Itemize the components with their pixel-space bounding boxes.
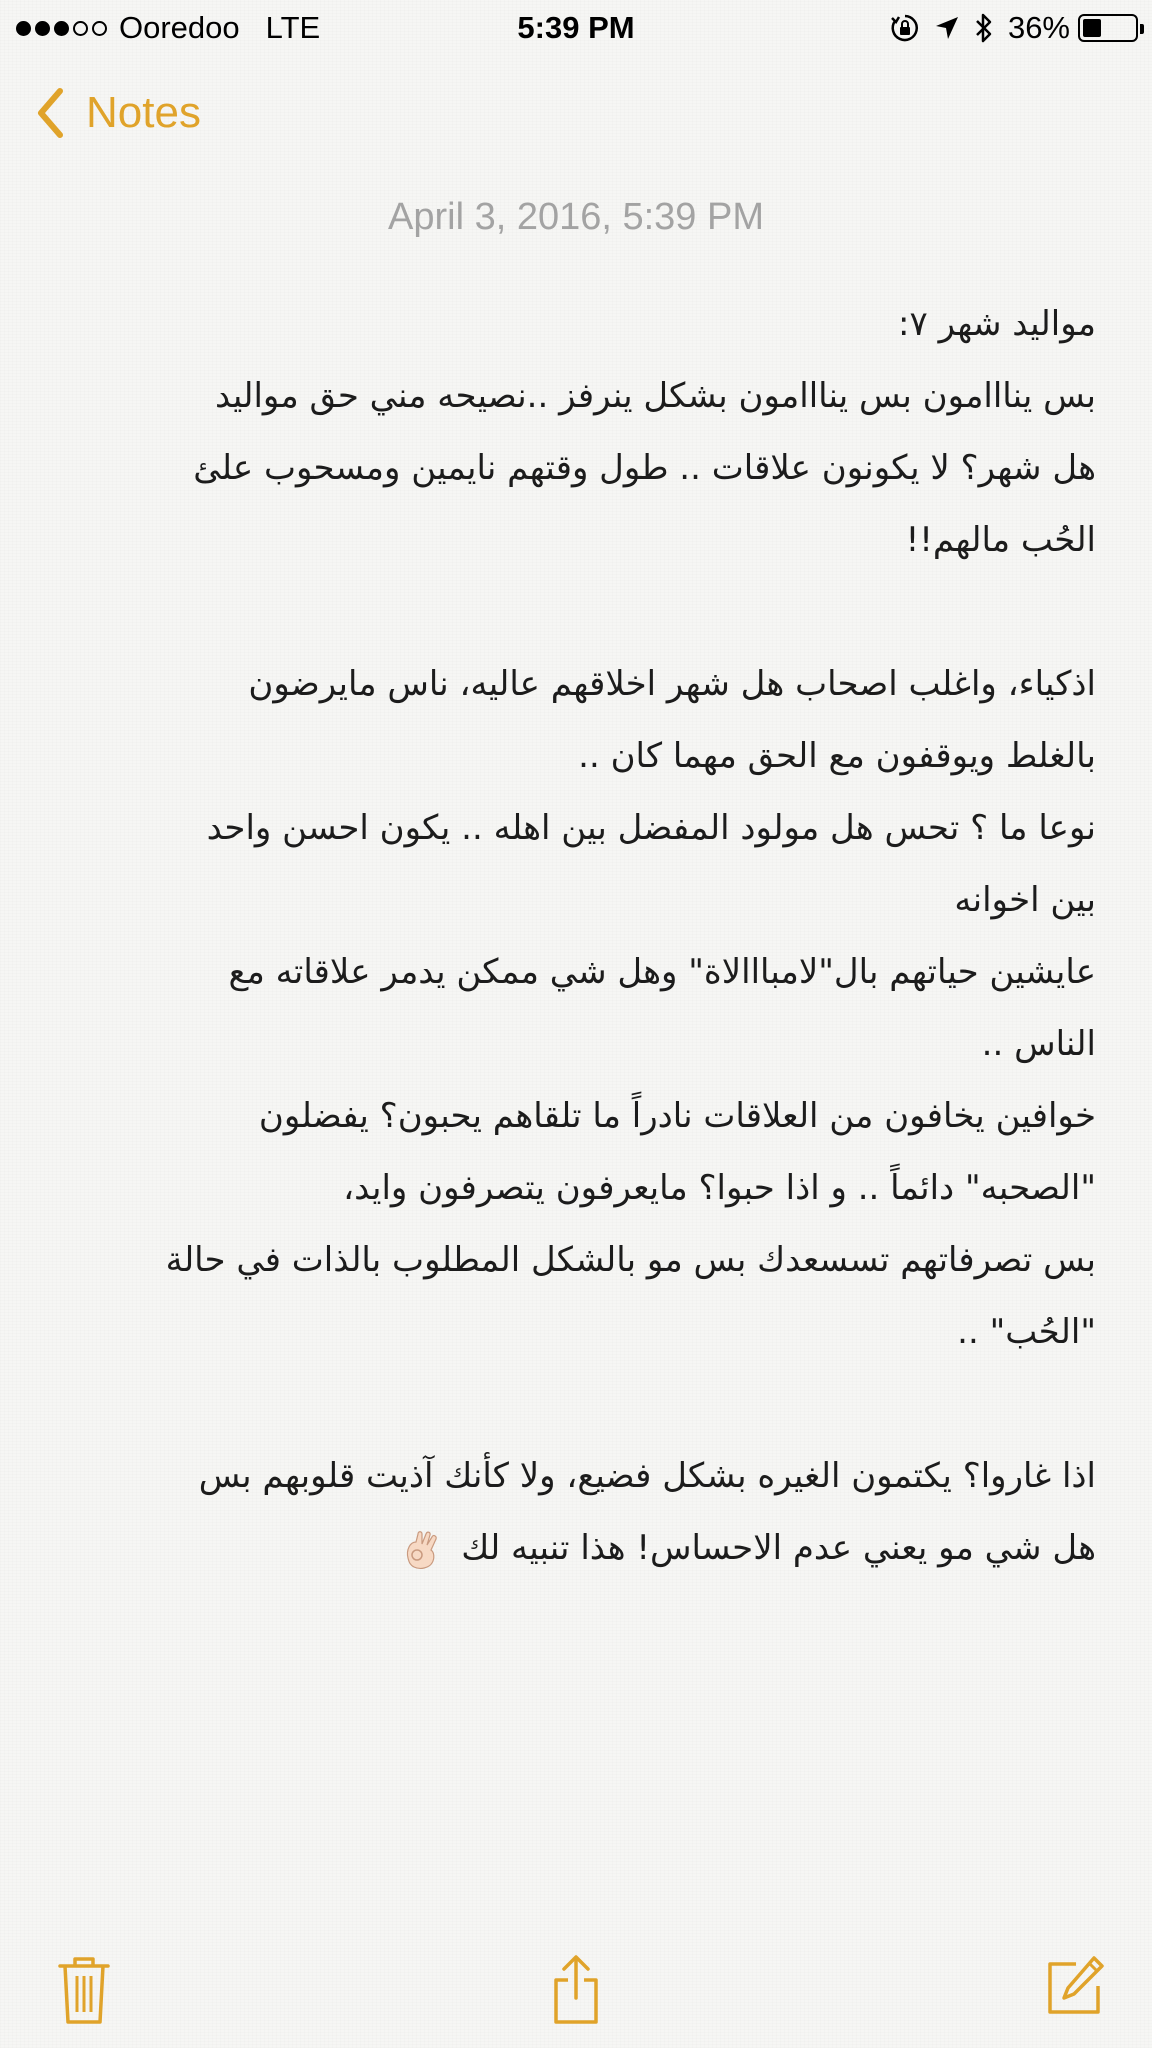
bluetooth-icon [974,12,994,44]
battery-percent: 36% [1007,10,1070,45]
network-type: LTE [265,10,321,45]
status-time: 5:39 PM [517,10,635,45]
note-line: نوعا ما ؟ تحس هل مولود المفضل بين اهله .. يكون احسن واحد [206,808,1096,848]
note-line: مواليد شهر ٧: [898,304,1096,344]
battery-level [1083,19,1101,37]
delete-button[interactable] [56,1954,112,2026]
share-button[interactable] [552,1954,600,2026]
carrier-name: Ooredoo [119,10,240,45]
note-line: هل شهر؟ لا يكونون علاقات .. طول وقتهم نايمين ومسحوب علئ [193,448,1096,488]
note-line: اذكياء، واغلب اصحاب هل شهر اخلاقهم عاليه، ناس مايرضون [248,664,1096,704]
share-icon [552,1954,600,2026]
note-line: اذا غاروا؟ يكتمون الغيره بشكل فضيع، ولا كأنك آذيت قلوبهم بس [198,1456,1096,1496]
note-line: بين اخوانه [954,880,1096,920]
chevron-left-icon [36,88,64,138]
back-button[interactable] [36,88,201,138]
rotation-lock-icon [890,13,920,43]
battery-icon [1078,14,1138,42]
note-line: "الصحبه" دائماً .. و اذا حبوا؟ مايعرفون يتصرفون وايد، [343,1168,1096,1208]
status-right [890,10,1138,46]
note-line: الحُب مالهم!! [905,520,1096,560]
back-button-label: Notes [86,88,201,137]
note-line: هل شي مو يعني عدم الاحساس! هذا تنبيه لك [58,1512,1096,1584]
note-line [58,1368,1096,1440]
note-body[interactable] [58,288,1096,1584]
status-bar [0,0,1152,58]
trash-icon [56,1954,112,2026]
compose-icon [1046,1954,1106,2018]
note-line: عايشين حياتهم بال"لامبااالاة" وهل شي ممكن يدمر علاقاته مع [228,952,1096,992]
note-line: بس ينااامون بس ينااامون بشكل ينرفز ..نصيحه مني حق مواليد [214,376,1096,416]
note-line: بالغلط ويوقفون مع الحق مهما كان .. [578,736,1096,776]
note-line [58,576,1096,648]
note-line: خوافين يخافون من العلاقات نادراً ما تلقاهم يحبون؟ يفضلون [258,1096,1096,1136]
note-date: April 3, 2016, 5:39 PM [388,196,764,238]
compose-button[interactable] [1046,1954,1106,2018]
bottom-toolbar [0,1948,1152,2048]
note-line: بس تصرفاتهم تسسعدك بس مو بالشكل المطلوب بالذات في حالة [165,1240,1096,1280]
note-line: "الحُب" .. [957,1312,1096,1352]
ok-hand-emoji [400,1528,444,1572]
note-line: الناس .. [981,1024,1096,1064]
location-arrow-icon [934,15,960,41]
